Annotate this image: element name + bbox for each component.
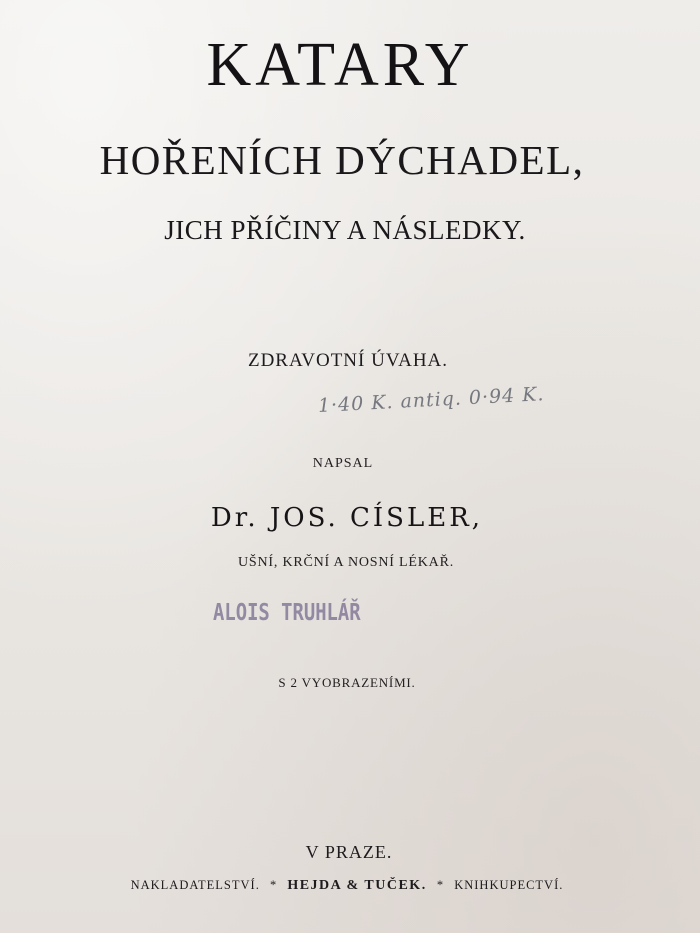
author-profession: UŠNÍ, KRČNÍ A NOSNÍ LÉKAŘ. <box>237 555 455 570</box>
publisher-separator-star: * <box>269 878 278 892</box>
genre-caption: ZDRAVOTNÍ ÚVAHA. <box>247 350 449 371</box>
book-subtitle: HOŘENÍCH DÝCHADEL, <box>99 137 585 183</box>
illustrations-note: S 2 VYOBRAZENÍMI. <box>278 675 416 690</box>
publisher-line <box>0 878 697 894</box>
publication-place: V PRAZE. <box>305 842 393 862</box>
publisher-separator-star: * <box>436 878 445 892</box>
by-label: NAPSAL <box>312 456 374 471</box>
owner-stamp: ALOIS TRUHLÁŘ <box>213 600 361 626</box>
publisher-name: HEJDA & TUČEK. <box>287 878 427 893</box>
book-subsubtitle: JICH PŘÍČINY A NÁSLEDKY. <box>164 215 526 245</box>
author-name: Dr. JOS. CÍSLER, <box>210 503 484 533</box>
publisher-right-label: KNIHKUPECTVÍ. <box>454 878 564 892</box>
book-title: KATARY <box>206 31 474 99</box>
publisher-left-label: NAKLADATELSTVÍ. <box>130 878 260 892</box>
handwritten-price-note: 1·40 K. antiq. 0·94 K. <box>317 383 545 417</box>
